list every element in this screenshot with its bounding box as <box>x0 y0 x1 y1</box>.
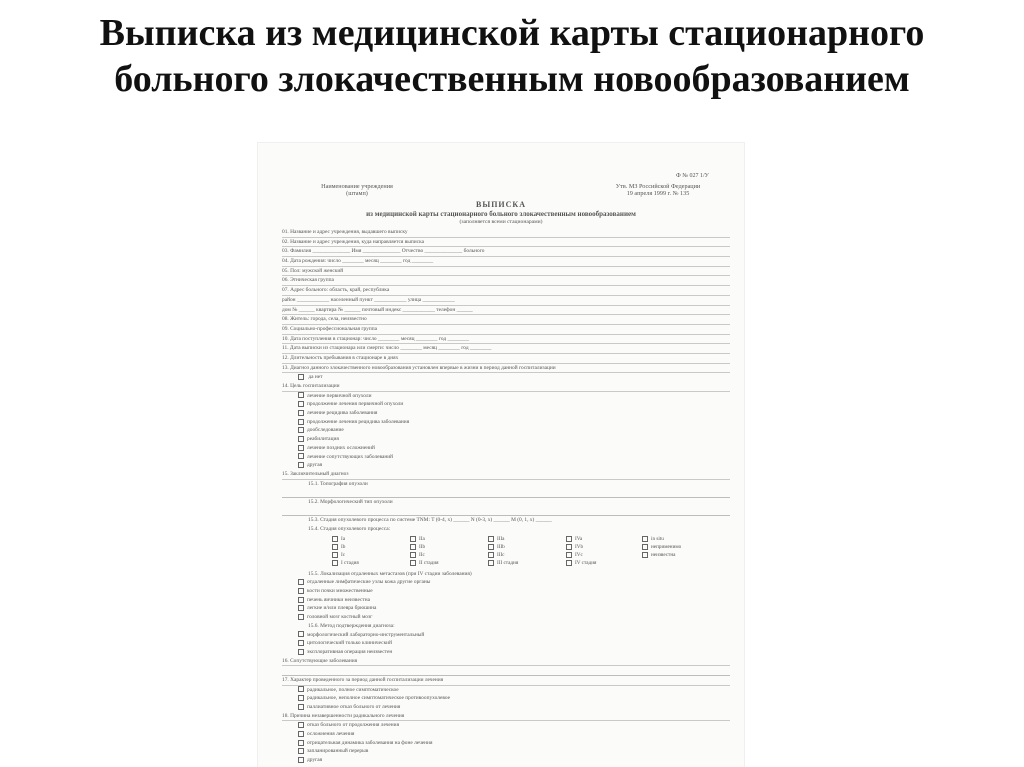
stage-option-label: IIIc <box>497 551 505 558</box>
approval-line-2: 19 апреля 1999 г. № 135 <box>626 190 690 197</box>
stage-option <box>488 535 505 543</box>
slide-title <box>0 10 1024 102</box>
stage-option <box>410 551 425 559</box>
lines-text: реабилитация <box>307 436 339 443</box>
stage-option-label: IV стадия <box>575 559 597 566</box>
lines2-line <box>282 596 730 605</box>
lines-line: 11. Дата выписки из стационара или смерти: число ________ месяц ________ год ________ <box>282 344 730 354</box>
lines-line <box>282 453 730 462</box>
checkbox-icon <box>298 605 304 611</box>
checkbox-icon <box>410 544 416 550</box>
scanned-form-image <box>258 143 744 767</box>
form-fields-top <box>282 228 730 534</box>
checkbox-icon <box>298 757 304 763</box>
lines2-text: паллиативное отказ больного от лечения <box>307 704 401 710</box>
lines-line: 13. Диагноз данного злокачественного новообразования установлен впервые в жизни в период данной госпитализации <box>282 364 730 374</box>
checkbox-icon <box>298 649 304 655</box>
approval-line-1: Утв. МЗ Российской Федерации <box>615 183 701 190</box>
lines-text: лечение рецидива заболевания <box>307 410 378 417</box>
lines-line: 15. Заключительный диагноз <box>282 470 730 480</box>
lines-line: 08. Житель: города, села, неизвестно <box>282 315 730 325</box>
checkbox-icon <box>332 560 338 566</box>
stage-option-label: IVb <box>575 543 584 550</box>
lines-line <box>282 426 730 435</box>
stage-option <box>410 543 425 551</box>
lines2-line <box>282 721 730 730</box>
stage-option <box>488 551 505 559</box>
stage-option <box>642 543 681 551</box>
checkbox-icon <box>298 704 304 710</box>
lines2-text: отказ больного от продолжения лечения <box>307 722 400 729</box>
checkbox-icon <box>298 453 304 459</box>
checkbox-icon <box>298 640 304 646</box>
lines-text: лечение поздних осложнений <box>307 444 375 451</box>
lines2-line <box>282 703 730 712</box>
lines-line: 15.3. Стадия опухолевого процесса по системе TNM: T (0-4, х) ______ N (0-3, х) ______ M (0, 1, х) ______ <box>308 517 552 524</box>
checkbox-icon <box>488 536 494 542</box>
stage-option <box>410 535 425 543</box>
lines2-line <box>282 694 730 703</box>
lines-line: 02. Название и адрес учреждения, куда направляется выписка <box>282 238 730 248</box>
lines-text: лечение первичной опухоли <box>307 392 372 399</box>
checkbox-icon <box>298 695 304 701</box>
lines-text: да нет <box>307 374 323 381</box>
lines2-line <box>282 613 730 622</box>
stage-option-label: IVa <box>575 535 583 542</box>
checkbox-icon <box>566 544 572 550</box>
checkbox-icon <box>410 536 416 542</box>
checkbox-icon <box>298 462 304 468</box>
lines2-line: 15.6. Метод подтверждения диагноза: <box>308 622 395 629</box>
lines2-line: 18. Причина незавершенности радикального лечения <box>282 712 730 722</box>
checkbox-icon <box>298 427 304 433</box>
checkbox-icon <box>332 536 338 542</box>
checkbox-icon <box>298 419 304 425</box>
lines2-line <box>282 756 730 765</box>
lines-line: 05. Пол: мужской женский <box>282 267 730 277</box>
checkbox-icon <box>298 401 304 407</box>
lines-line: 15.4. Стадия опухолевого процесса: <box>308 526 391 532</box>
institution-label <box>302 183 412 197</box>
lines2-text: эксплоративная операция неизвестен <box>307 648 393 655</box>
checkbox-icon <box>298 614 304 620</box>
lines-line <box>282 418 730 427</box>
stage-option-label: IIIb <box>497 543 505 550</box>
lines2-text: головной мозг костный мозг <box>307 614 373 621</box>
checkbox-icon <box>332 552 338 558</box>
stage-option <box>566 543 583 551</box>
institution-label-line-1: Наименование учреждения <box>321 183 393 190</box>
checkbox-icon <box>488 544 494 550</box>
lines-line: 06. Этническая группа <box>282 276 730 286</box>
stage-option-label: IIa <box>419 535 425 542</box>
lines2-text: другая <box>307 757 323 764</box>
lines-line: 10. Дата поступления в стационар: число ________ месяц ________ год ________ <box>282 335 730 345</box>
checkbox-icon <box>298 588 304 594</box>
stage-option-label: Ia <box>341 535 346 542</box>
lines-line: 07. Адрес больного: область, край, республика <box>282 286 730 296</box>
lines-line <box>282 444 730 453</box>
lines2-text: цитологический только клинический <box>307 640 392 647</box>
lines2-line <box>282 747 730 756</box>
checkbox-icon <box>642 552 648 558</box>
lines-line <box>282 373 730 382</box>
stage-option-label: неизвестна <box>651 551 676 558</box>
checkbox-icon <box>642 544 648 550</box>
lines-line: 15.2. Морфологический тип опухоли <box>308 498 393 505</box>
lines-line: 12. Длительность пребывания в стационаре в днях <box>282 354 730 364</box>
lines2-line <box>282 631 730 640</box>
checkbox-icon <box>332 544 338 550</box>
lines-line <box>282 435 730 444</box>
lines-text: лечение сопутствующих заболеваний <box>307 453 394 460</box>
checkbox-icon <box>298 410 304 416</box>
lines-line: дом № ______ квартира № ______ почтовый индекс ____________ телефон ______ <box>282 306 730 316</box>
checkbox-icon <box>488 560 494 566</box>
lines-line: 09. Социально-профессиональная группа <box>282 325 730 335</box>
checkbox-icon <box>298 686 304 692</box>
checkbox-icon <box>298 740 304 746</box>
stage-option <box>566 535 582 543</box>
lines2-line: 15.5. Локализация отдаленных метастазов (при IV стадии заболевания) <box>308 570 472 577</box>
approval-stamp <box>588 183 728 197</box>
stage-option <box>332 551 345 559</box>
lines-line: 03. Фамилия ______________ Имя ______________ Отчество ______________ больного <box>282 247 730 257</box>
checkbox-icon <box>298 631 304 637</box>
lines-text: дообследование <box>307 427 344 434</box>
form-number: Ф № 027 1/У <box>676 173 709 179</box>
stage-option-label: IIb <box>419 543 426 550</box>
checkbox-icon <box>410 560 416 566</box>
lines-line: 15.1. Топография опухоли <box>308 480 368 487</box>
checkbox-icon <box>298 392 304 398</box>
lines-text: продолжение лечения рецидива заболевания <box>307 418 410 425</box>
stage-option-label: IIIa <box>497 535 505 542</box>
lines2-line <box>282 686 730 695</box>
stage-option-label: in situ <box>651 535 664 542</box>
lines2-text: легкие и/или плевра брюшина <box>307 605 377 612</box>
lines2-text: радикальное, неполное симптоматическое противоопухолевое <box>307 695 451 702</box>
lines-line <box>282 507 730 517</box>
lines2-text: радикальное, полное симптоматическое <box>307 686 399 693</box>
lines2-text: осложнения лечения <box>307 731 355 738</box>
lines-line: 14. Цель госпитализации <box>282 382 730 392</box>
checkbox-icon <box>566 560 572 566</box>
lines2-text: кости почки множественные <box>307 588 373 595</box>
stage-option-label: Ib <box>341 543 346 550</box>
stage-option-label: I стадия <box>341 559 359 566</box>
checkbox-icon <box>488 552 494 558</box>
lines2-text: морфологический лабораторно-инструментальный <box>307 631 425 638</box>
lines2-line <box>282 666 730 676</box>
checkbox-icon <box>298 722 304 728</box>
stage-option-label: II стадия <box>419 559 439 566</box>
checkbox-icon <box>298 748 304 754</box>
checkbox-icon <box>298 579 304 585</box>
stage-option-label: неприменимо <box>651 543 682 550</box>
stage-option <box>642 535 664 543</box>
lines-line: 01. Название и адрес учреждения, выдавшего выписку <box>282 228 730 238</box>
lines2-line <box>282 648 730 657</box>
institution-label-line-2: (штамп) <box>346 190 368 197</box>
lines-line: район ____________ населенный пункт ____________ улица ____________ <box>282 296 730 306</box>
checkbox-icon <box>298 445 304 451</box>
checkbox-icon <box>298 436 304 442</box>
stage-option <box>332 535 345 543</box>
form-fields-bottom <box>282 570 730 765</box>
lines2-line: 16. Сопутствующие заболевания <box>282 657 730 667</box>
lines-line <box>282 400 730 409</box>
lines2-line <box>282 730 730 739</box>
document-title: ВЫПИСКА <box>476 200 526 209</box>
stage-option <box>332 559 359 567</box>
lines-text: продолжение лечения первичной опухоли <box>307 401 404 408</box>
stage-option <box>566 559 596 567</box>
document-subtitle: из медицинской карты стационарного больного злокачественным новообразованием <box>366 210 636 218</box>
checkbox-icon <box>298 374 304 380</box>
lines2-text: запланированный перерыв <box>307 748 369 755</box>
lines-line: 04. Дата рождения: число ________ месяц ________ год ________ <box>282 257 730 267</box>
lines2-line <box>282 639 730 648</box>
stage-option <box>642 551 675 559</box>
lines-text: другая <box>307 462 323 469</box>
slide-title-line-2: больного злокачественным новообразованием <box>114 58 910 100</box>
stage-option <box>488 559 518 567</box>
checkbox-icon <box>298 731 304 737</box>
stage-option-label: IVc <box>575 551 583 558</box>
lines2-line: 17. Характер проведенного за период данной госпитализации лечения <box>282 676 730 686</box>
checkbox-icon <box>566 536 572 542</box>
stage-option-label: Ic <box>341 551 346 558</box>
checkbox-icon <box>410 552 416 558</box>
lines2-text: отрицательная динамика заболевания на фоне лечения <box>307 739 433 746</box>
lines-line <box>282 488 730 498</box>
stage-option <box>488 543 505 551</box>
checkbox-icon <box>566 552 572 558</box>
lines2-line <box>282 578 730 587</box>
stage-option <box>332 543 345 551</box>
stage-option-label: III стадия <box>497 559 519 566</box>
stage-option-label: IIc <box>419 551 425 558</box>
checkbox-icon <box>298 597 304 603</box>
lines2-line <box>282 739 730 748</box>
checkbox-icon <box>642 536 648 542</box>
lines2-line <box>282 587 730 596</box>
lines-line <box>282 409 730 418</box>
lines2-text: печень яичники неизвестна <box>307 596 370 603</box>
stage-option <box>410 559 439 567</box>
lines2-line <box>282 604 730 613</box>
slide-title-line-1: Выписка из медицинской карты стационарного <box>99 12 925 54</box>
lines2-text: отдаленные лимфатические узлы кожа другие органы <box>307 579 431 586</box>
lines-line <box>282 461 730 470</box>
lines-line <box>282 392 730 401</box>
document-note: (заполняется всеми стационарами) <box>459 219 543 225</box>
stage-option <box>566 551 583 559</box>
